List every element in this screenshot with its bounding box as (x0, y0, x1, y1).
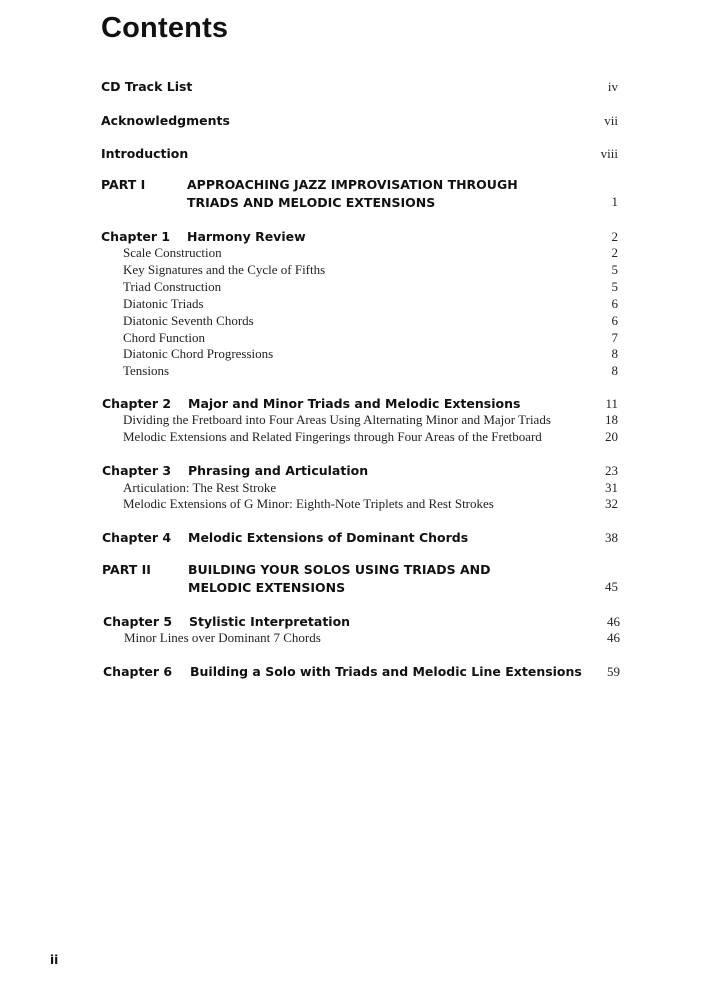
toc-part-1[interactable] (0, 177, 725, 217)
chapter-page: 46 (607, 614, 620, 629)
section-title: Scale Construction (123, 245, 222, 260)
section-page: 20 (605, 429, 618, 444)
page-number: ii (50, 953, 59, 967)
section-title: Triad Construction (123, 279, 222, 294)
toc-section[interactable] (0, 262, 725, 280)
chapter-page: 2 (611, 229, 618, 244)
section-page: 8 (611, 346, 618, 361)
section-page: 5 (611, 262, 618, 277)
part-page: 45 (605, 579, 618, 594)
part-title-line-1: APPROACHING JAZZ IMPROVISATION THROUGH (187, 177, 518, 192)
toc-section[interactable] (0, 412, 725, 430)
section-title: Key Signatures and the Cycle of Fifths (123, 262, 326, 277)
section-page: 18 (605, 412, 618, 427)
chapter-label: Chapter 4 (102, 530, 172, 545)
entry-title: CD Track List (101, 79, 193, 94)
section-page: 6 (611, 313, 618, 328)
chapter-label: Chapter 1 (101, 229, 171, 244)
toc-entry-introduction[interactable] (0, 146, 725, 164)
section-page: 2 (611, 245, 618, 260)
chapter-title: Major and Minor Triads and Melodic Extensions (188, 396, 521, 411)
section-title: Diatonic Seventh Chords (123, 313, 254, 328)
section-title: Diatonic Chord Progressions (123, 346, 274, 361)
chapter-page: 38 (605, 530, 618, 545)
section-title: Diatonic Triads (123, 296, 204, 311)
section-title: Minor Lines over Dominant 7 Chords (124, 630, 321, 645)
chapter-label: Chapter 6 (103, 664, 173, 679)
chapter-label: Chapter 5 (103, 614, 173, 629)
section-title: Melodic Extensions and Related Fingerings through Four Areas of the Fretboard (123, 429, 542, 444)
toc-section[interactable] (0, 630, 725, 648)
toc-chapter-3[interactable] (0, 463, 725, 481)
part-page: 1 (611, 194, 618, 209)
section-page: 32 (605, 496, 618, 511)
chapter-page: 11 (605, 396, 618, 411)
chapter-title: Harmony Review (187, 229, 306, 244)
part-label: PART II (102, 562, 151, 577)
chapter-label: Chapter 3 (102, 463, 172, 478)
page-title: Contents (101, 12, 229, 44)
chapter-page: 59 (607, 664, 620, 679)
toc-entry-cd-track-list[interactable] (0, 79, 725, 97)
toc-chapter-4[interactable] (0, 530, 725, 548)
toc-part-2[interactable] (0, 562, 725, 602)
toc-section[interactable] (0, 429, 725, 447)
toc-section[interactable] (0, 346, 725, 364)
chapter-title: Phrasing and Articulation (188, 463, 369, 478)
toc-section[interactable] (0, 245, 725, 263)
section-title: Tensions (123, 363, 170, 378)
toc-section[interactable] (0, 279, 725, 297)
section-page: 31 (605, 480, 618, 495)
section-title: Articulation: The Rest Stroke (123, 480, 277, 495)
toc-entry-acknowledgments[interactable] (0, 113, 725, 131)
chapter-title: Melodic Extensions of Dominant Chords (188, 530, 469, 545)
toc-section[interactable] (0, 363, 725, 381)
part-title-line-2: TRIADS AND MELODIC EXTENSIONS (187, 195, 436, 210)
section-title: Dividing the Fretboard into Four Areas Using Alternating Minor and Major Triads (123, 412, 551, 427)
chapter-title: Building a Solo with Triads and Melodic Line Extensions (190, 664, 582, 679)
toc-section[interactable] (0, 496, 725, 514)
toc-section[interactable] (0, 296, 725, 314)
entry-page: iv (607, 79, 618, 94)
toc-section[interactable] (0, 313, 725, 331)
entry-title: Acknowledgments (101, 113, 230, 128)
section-title: Chord Function (123, 330, 205, 345)
entry-title: Introduction (101, 146, 189, 161)
section-page: 8 (611, 363, 618, 378)
toc-chapter-6[interactable] (0, 664, 725, 682)
section-page: 6 (611, 296, 618, 311)
entry-page: viii (600, 146, 618, 161)
section-page: 5 (611, 279, 618, 294)
chapter-title: Stylistic Interpretation (189, 614, 351, 629)
part-title-line-2: MELODIC EXTENSIONS (188, 580, 346, 595)
section-page: 46 (607, 630, 620, 645)
entry-page: vii (604, 113, 618, 128)
part-label: PART I (101, 177, 146, 192)
chapter-page: 23 (605, 463, 618, 478)
section-title: Melodic Extensions of G Minor: Eighth-Note Triplets and Rest Strokes (123, 496, 494, 511)
section-page: 7 (611, 330, 618, 345)
chapter-label: Chapter 2 (102, 396, 172, 411)
part-title-line-1: BUILDING YOUR SOLOS USING TRIADS AND (188, 562, 491, 577)
